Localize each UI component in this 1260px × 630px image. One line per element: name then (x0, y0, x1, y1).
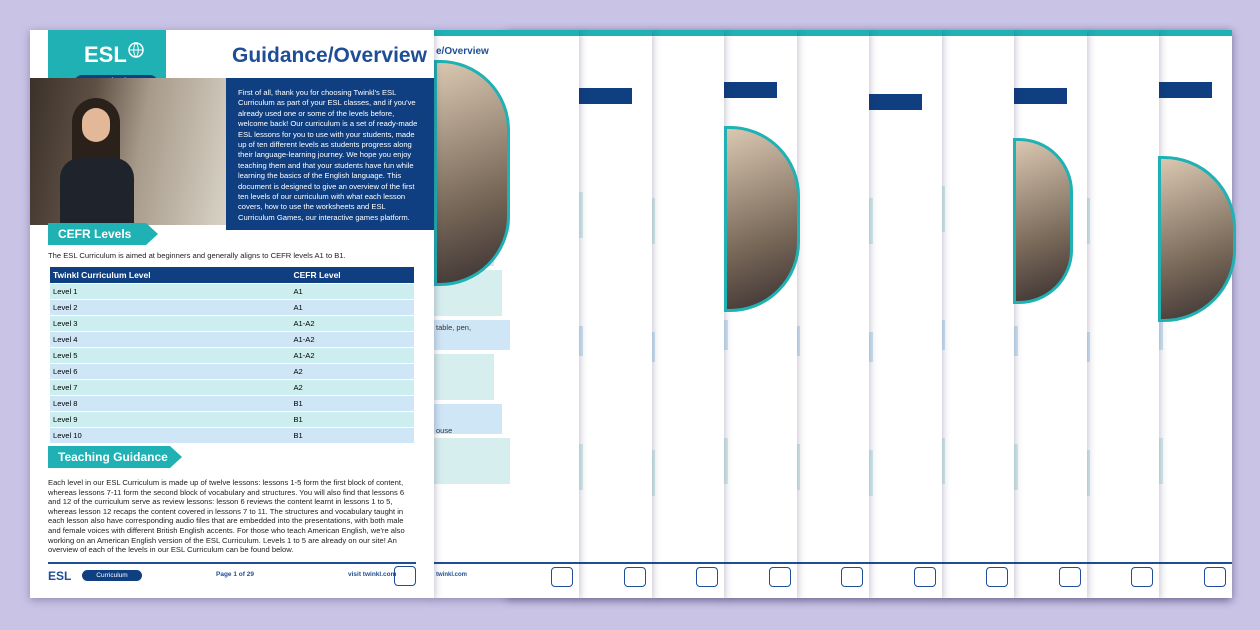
table-row (50, 428, 414, 443)
logo-esl-text: ESL (84, 42, 127, 67)
table-cell (434, 354, 494, 400)
quality-seal-icon (394, 566, 416, 586)
table-row (50, 284, 414, 299)
table-row (50, 300, 414, 315)
table-row (50, 332, 414, 347)
cefr-intro: The ESL Curriculum is aimed at beginners and generally aligns to CEFR levels A1 to B1. (48, 251, 346, 260)
quality-seal-icon (914, 567, 936, 587)
teaching-text: Each level in our ESL Curriculum is made up of twelve lessons: lessons 1-5 form the first block of content, whereas lessons 7-11 form the second block of vocabulary and structures. You will also find that lessons 6 and 12 of the curriculum serve as review lessons: lesson 6 reviews the content learnt in lessons 1 to 5, whereas lesson 12 recaps the content covered in lessons 7 to 11. The structures and vocabulary taught in each lesson also have corresponding audio files that are embedded into the presentations, with both male and female voices with different British English accents. For those who teach American English, we're also working on an American English version of the ESL Curriculum. Levels 1 to 5 are already on our site! An overview of each of the levels in our ESL Curriculum can be found below. (48, 478, 405, 555)
table-cell (434, 438, 510, 484)
cefr-cell: B1 (290, 396, 414, 411)
level-cell: Level 10 (50, 428, 290, 443)
level-cell: Level 9 (50, 412, 290, 427)
page-title: e/Overview (436, 46, 489, 57)
table-header-level: Twinkl Curriculum Level (50, 267, 290, 283)
visit-link[interactable]: visit twinkl.com (348, 571, 397, 578)
teaching-heading: Teaching Guidance (48, 446, 170, 468)
level-cell: Level 6 (50, 364, 290, 379)
table-row (50, 348, 414, 363)
table-row (50, 396, 414, 411)
cefr-cell: B1 (290, 412, 414, 427)
visit-link[interactable]: twinkl.com (436, 572, 468, 578)
cefr-cell: A1-A2 (290, 332, 414, 347)
footer-curriculum-pill: Curriculum (82, 570, 142, 581)
quality-seal-icon (551, 567, 573, 587)
level-cell: Level 7 (50, 380, 290, 395)
cell-text: table, pen, (436, 323, 472, 332)
table-header-cefr: CEFR Level (290, 267, 414, 283)
cefr-cell: A1-A2 (290, 316, 414, 331)
student-photo (434, 60, 510, 286)
table-row (50, 380, 414, 395)
level-cell: Level 4 (50, 332, 290, 347)
cell-text: ouse (436, 426, 453, 435)
quality-seal-icon (841, 567, 863, 587)
page-number: Page 1 of 29 (216, 571, 254, 578)
quality-seal-icon (986, 567, 1008, 587)
level-cell: Level 5 (50, 348, 290, 363)
cefr-table (50, 266, 414, 444)
page-footer (434, 562, 579, 588)
intro-panel: First of all, thank you for choosing Twinkl's ESL Curriculum as part of your ESL classes, and if you've already used one or some of the levels before, welcome back! Our curriculum is a set of ready-made ESL lessons for you to use with your students, made up of ten different levels as students progress along their language-learning journey. We hope you enjoy teaching them and that your students have fun while learning the basics of the English language. This document is designed to give an overview of the first ten levels of our curriculum with what each lesson covers, how to use the worksheets and ESL Curriculum Games, our interactive games platform. (226, 78, 434, 230)
quality-seal-icon (624, 567, 646, 587)
page-footer (48, 562, 416, 586)
cefr-heading: CEFR Levels (48, 223, 146, 245)
level-cell: Level 2 (50, 300, 290, 315)
level-cell: Level 8 (50, 396, 290, 411)
quality-seal-icon (1131, 567, 1153, 587)
cefr-cell: A2 (290, 380, 414, 395)
teacher-photo (30, 78, 226, 225)
table-row (50, 316, 414, 331)
cefr-cell: A1-A2 (290, 348, 414, 363)
cefr-cell: A1 (290, 284, 414, 299)
globe-icon (128, 42, 144, 58)
level-cell: Level 3 (50, 316, 290, 331)
cefr-cell: A1 (290, 300, 414, 315)
quality-seal-icon (1204, 567, 1226, 587)
student-photo (1013, 138, 1073, 304)
footer-esl-logo: ESL (48, 569, 72, 583)
page-title: Guidance/Overview (232, 44, 427, 67)
front-page (30, 30, 434, 598)
level-cell: Level 1 (50, 284, 290, 299)
quality-seal-icon (1059, 567, 1081, 587)
table-row (50, 364, 414, 379)
quality-seal-icon (769, 567, 791, 587)
table-row (50, 412, 414, 427)
quality-seal-icon (696, 567, 718, 587)
page-top-band (434, 30, 579, 36)
cefr-cell: B1 (290, 428, 414, 443)
cefr-cell: A2 (290, 364, 414, 379)
